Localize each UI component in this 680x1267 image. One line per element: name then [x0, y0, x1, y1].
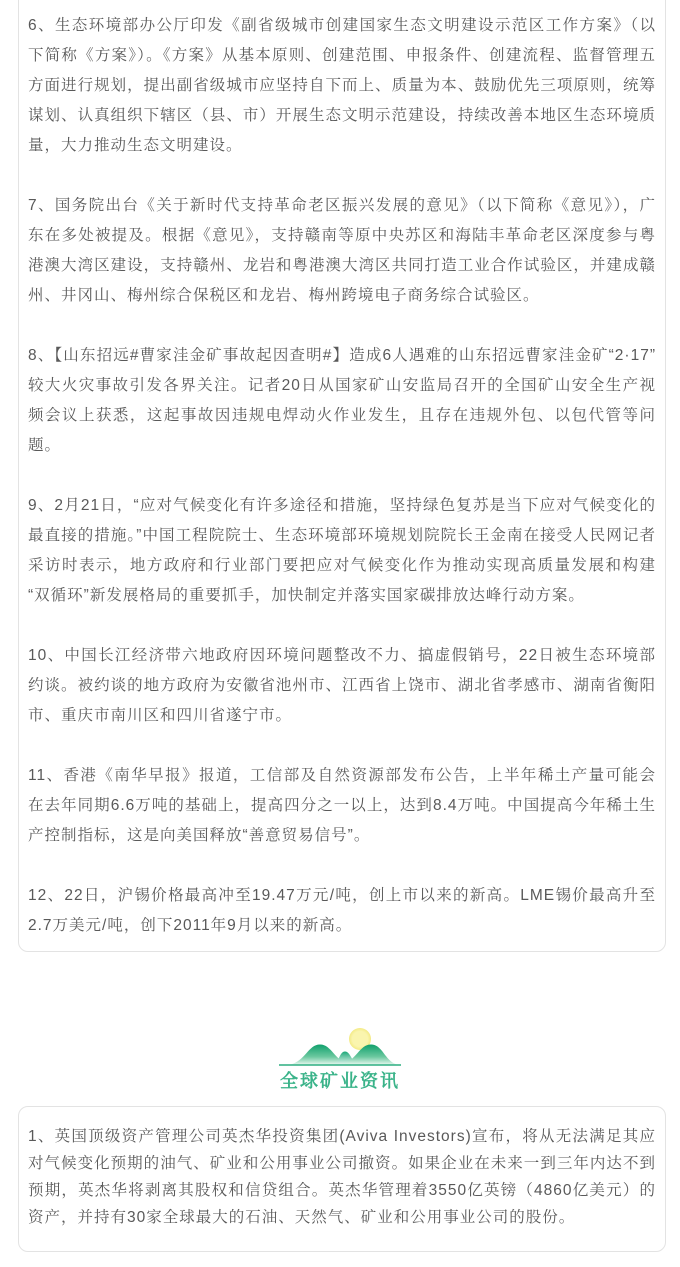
logo-title: 全球矿业资讯: [280, 1071, 400, 1091]
news-paragraph-9: 9、2月21日，“应对气候变化有许多途径和措施，坚持绿色复苏是当下应对气候变化的最直接的措施。”中国工程院院士、生态环境部环境规划院院长王金南在接受人民网记者采访时表示，地方政府和行业部门要把应对气候变化作为推动实现高质量发展和构建“双循环”新发展格局的重要抓手，加快制定并落实国家碳排放达峰行动方案。: [28, 497, 656, 604]
news-paragraph-8: 8、【山东招远#曹家洼金矿事故起因查明#】造成6人遇难的山东招远曹家洼金矿“2·17”较大火灾事故引发各界关注。记者20日从国家矿山安监局召开的全国矿山安全生产视频会议上获悉，这起事故因违规电焊动火作业发生，且存在违规外包、以包代管等问题。: [28, 347, 656, 454]
news-paragraph-7: 7、国务院出台《关于新时代支持革命老区振兴发展的意见》（以下简称《意见》），广东在多处被提及。根据《意见》，支持赣南等原中央苏区和海陆丰革命老区深度参与粤港澳大湾区建设，支持赣州、龙岩和粤港澳大湾区共同打造工业合作试验区，并建成赣州、井冈山、梅州综合保税区和龙岩、梅州跨境电子商务综合试验区。: [28, 197, 656, 304]
news-paragraph-6: 6、生态环境部办公厅印发《副省级城市创建国家生态文明建设示范区工作方案》（以下简称《方案》）。《方案》从基本原则、创建范围、申报条件、创建流程、监督管理五方面进行规划，提出副省级城市应坚持自下而上、质量为本、鼓励优先三项原则，统筹谋划、认真组织下辖区（县、市）开展生态文明示范建设，持续改善本地区生态环境质量，大力推动生态文明建设。: [28, 17, 656, 154]
news-paragraph-12: 12、22日，沪锡价格最高冲至19.47万元/吨，创上市以来的新高。LME锡价最高升至2.7万美元/吨，创下2011年9月以来的新高。: [28, 887, 656, 934]
news-paragraph-11: 11、香港《南华早报》报道，工信部及自然资源部发布公告，上半年稀土产量可能会在去年同期6.6万吨的基础上，提高四分之一以上，达到8.4万吨。中国提高今年稀土生产控制指标，这是向美国释放“善意贸易信号”。: [28, 767, 656, 844]
news-card-domestic: [18, 0, 666, 952]
news-paragraph-10: 10、中国长江经济带六地政府因环境问题整改不力、搞虚假销号，22日被生态环境部约谈。被约谈的地方政府为安徽省池州市、江西省上饶市、湖北省孝感市、湖南省衡阳市、重庆市南川区和四川省遂宁市。: [28, 647, 656, 724]
news-card-global: [18, 1106, 666, 1252]
news-paragraph-1: 1、英国顶级资产管理公司英杰华投资集团(Aviva Investors)宣布，将从无法满足其应对气候变化预期的油气、矿业和公用事业公司撤资。如果企业在未来一到三年内达不到预期，英杰华将剥离其股权和信贷组合。英杰华管理着3550亿英镑（4860亿美元）的资产，并持有30家全球最大的石油、天然气、矿业和公用事业公司的股份。: [28, 1128, 656, 1226]
mountains-sun-icon: [279, 1026, 401, 1066]
section-divider-logo: [0, 1026, 680, 1094]
logo-underline: [279, 1064, 401, 1066]
